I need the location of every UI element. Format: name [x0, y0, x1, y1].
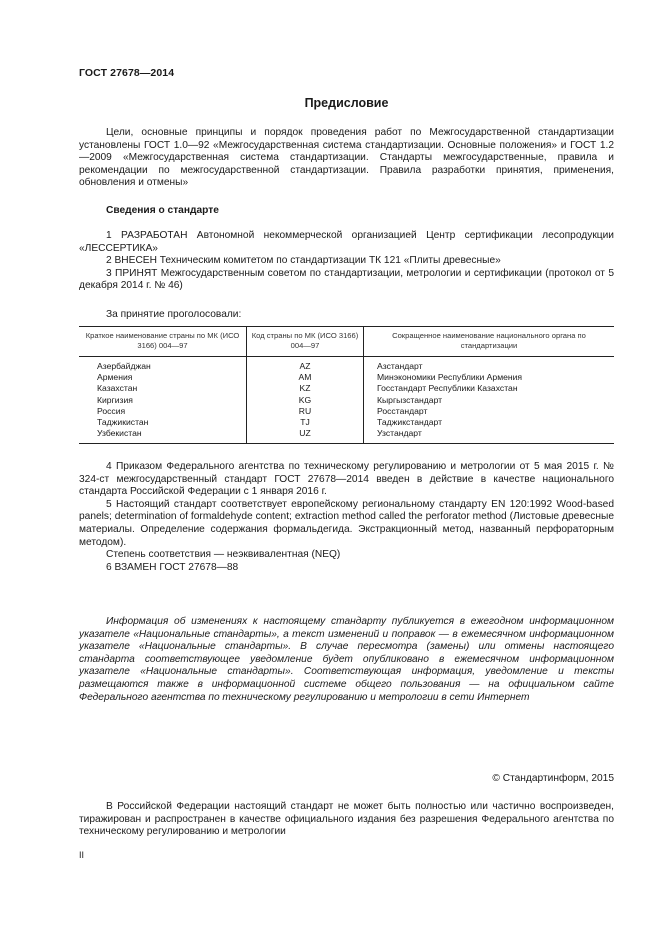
- standard-info-block: [79, 205, 614, 218]
- table-cell-body: Росстандарт: [364, 406, 615, 417]
- table-cell-country: Киргизия: [97, 394, 133, 405]
- table-row: [79, 428, 614, 444]
- table-cell-country: Россия: [97, 405, 126, 416]
- table-cell-country: Казахстан: [97, 383, 138, 394]
- page-number: II: [79, 850, 85, 860]
- item-6: 6 ВЗАМЕН ГОСТ 27678—88: [106, 561, 239, 573]
- table-row: [79, 395, 614, 406]
- table-cell-code: RU: [247, 406, 364, 417]
- items-block-2: [79, 461, 614, 574]
- table-row: [79, 406, 614, 417]
- table-cell-code: KZ: [247, 383, 364, 394]
- table-cell-code: AM: [247, 372, 364, 383]
- item-1: 1 РАЗРАБОТАН Автономной некоммерческой организацией Центр сертификации лесопродукции «ЛЕССЕРТИКА»: [79, 230, 614, 254]
- table-row: [79, 372, 614, 383]
- table-header-row: [79, 327, 614, 357]
- info-notice: Информация об изменениях к настоящему стандарту публикуется в ежегодном информационном указателе «Национальные стандарты», а текст изменений и поправок — в ежемесячном информационном указателе «Национальные стандарты». В случае пересмотра (замены) или отмены настоящего стандарта соответствующее уведомление будет опубликовано в ежемесячном информационном указателе «Национальные стандарты». Соответствующая информация, уведомление и тексты размещаются также в информационной системе общего пользования — на официальном сайте Федерального агентства по техническому регулированию и метрологии в сети Интернет: [79, 616, 614, 703]
- table-cell-code: TJ: [247, 417, 364, 428]
- table-row: [79, 417, 614, 428]
- item-3: 3 ПРИНЯТ Межгосударственным советом по стандартизации, метрологии и сертификации (протокол от 5 декабря 2014 г. № 46): [79, 267, 614, 292]
- table-cell-country: Таджикистан: [97, 417, 149, 428]
- table-header-body: Сокращенное наименование национального органа по стандартизации: [364, 327, 615, 357]
- table-cell-body: Госстандарт Республики Казахстан: [364, 383, 615, 394]
- table-cell-body: Кыргызстандарт: [364, 395, 615, 406]
- items-block-1: [79, 230, 614, 293]
- table-cell-country: Армения: [97, 372, 133, 383]
- item-4: 4 Приказом Федерального агентства по техническому регулированию и метрологии от 5 мая 2015 г. № 324-ст межгосударственный стандарт ГОСТ 27678—2014 введен в действие в качестве национального стандарта Российской Федерации с 1 января 2016 г.: [79, 461, 614, 498]
- item-2: 2 ВНЕСЕН Техническим комитетом по стандартизации ТК 121 «Плиты древесные»: [106, 255, 501, 267]
- vote-label: За принятие проголосовали:: [106, 309, 242, 320]
- section-subheading: Сведения о стандарте: [106, 205, 219, 216]
- table-cell-code: UZ: [247, 428, 364, 444]
- table-cell-body: Азстандарт: [364, 357, 615, 373]
- table-row: [79, 383, 614, 394]
- countries-table: [79, 326, 614, 444]
- table-cell-code: KG: [247, 395, 364, 406]
- reproduction-notice-block: [79, 801, 614, 839]
- info-notice-block: [79, 616, 614, 704]
- table-cell-body: Узстандарт: [364, 428, 615, 444]
- table-cell-body: Таджикстандарт: [364, 417, 615, 428]
- copyright: © Стандартинформ, 2015: [492, 773, 614, 784]
- item-5: 5 Настоящий стандарт соответствует европейскому региональному стандарту EN 120:1992 Wood-based panels; determination of formaldehyde content; extraction method called the perforator method (Листовые древесные материалы. Определение содержания формальдегида. Экстракционный метод, названный перфораторным методом).: [79, 498, 614, 548]
- table-cell-country: Узбекистан: [79, 428, 247, 444]
- table-header-country: Краткое наименование страны по МК (ИСО 3166) 004—97: [79, 327, 247, 357]
- reproduction-notice: В Российской Федерации настоящий стандарт не может быть полностью или частично воспроизведен, тиражирован и распространен в качестве официального издания без разрешения Федерального агентства по техническому регулированию и метрологии: [79, 801, 614, 838]
- table-cell-body: Минэкономики Республики Армения: [364, 372, 615, 383]
- vote-label-block: [79, 309, 614, 322]
- table-header-code: Код страны по МК (ИСО 3166) 004—97: [247, 327, 364, 357]
- intro-block: [79, 127, 614, 190]
- item-5-conformity: Степень соответствия — неэквивалентная (NEQ): [106, 549, 341, 561]
- document-number-header: ГОСТ 27678—2014: [79, 67, 175, 79]
- page-title: Предисловие: [304, 96, 389, 110]
- intro-paragraph: Цели, основные принципы и порядок проведения работ по Межгосударственной стандартизации установлены ГОСТ 1.0—92 «Межгосударственная система стандартизации. Основные положения» и ГОСТ 1.2—2009 «Межгосударственная система стандартизации. Стандарты межгосударственные, правила и рекомендации по межгосударственной стандартизации. Правила разработки принятия, применения, обновления и отмены»: [79, 127, 614, 189]
- table-row: [79, 357, 614, 373]
- table-cell-country: Азербайджан: [97, 361, 151, 371]
- table-cell-code: AZ: [247, 357, 364, 373]
